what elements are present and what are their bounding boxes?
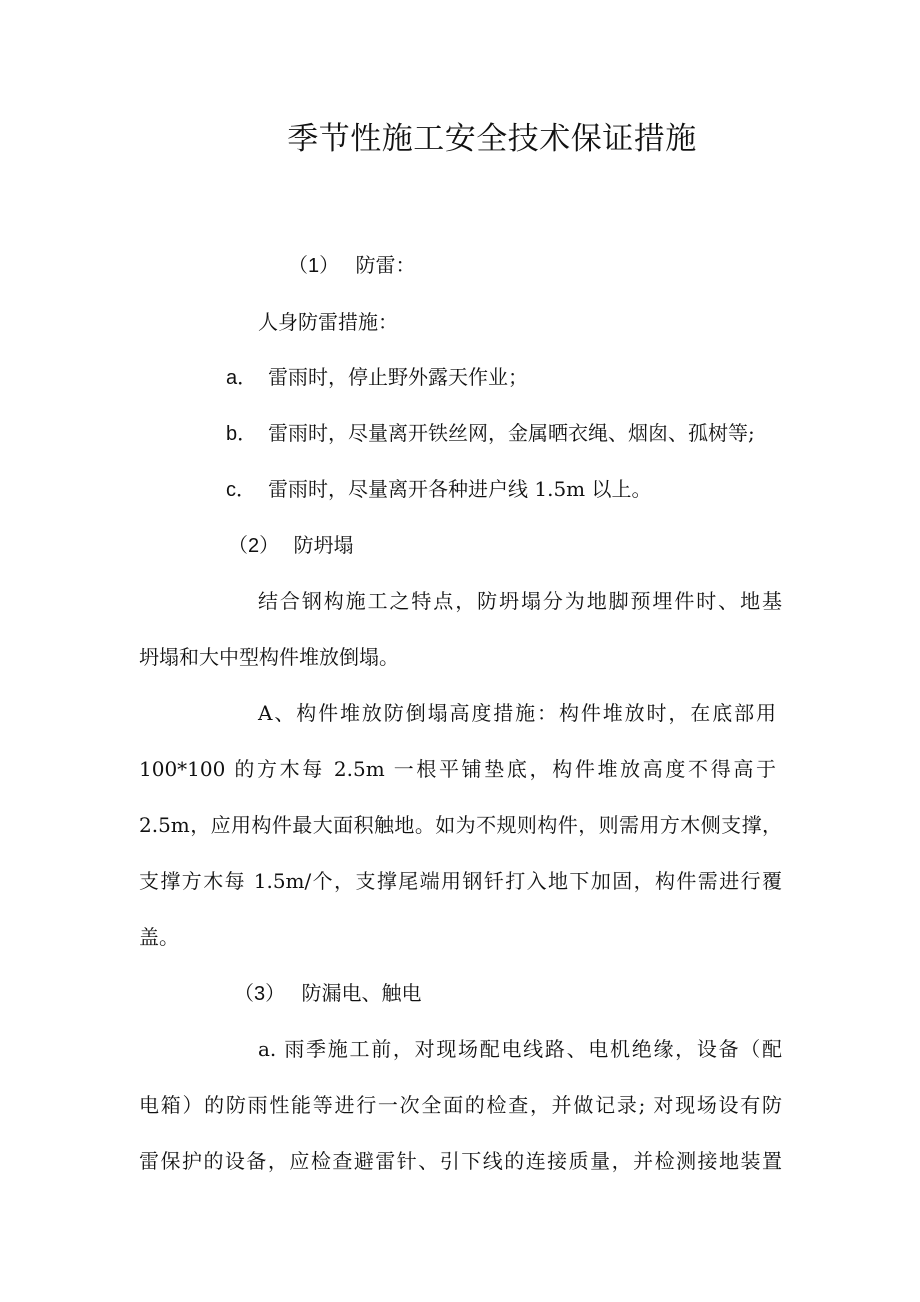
paragraph-line: 电箱）的防雨性能等进行一次全面的检查，并做记录; 对现场设有防 — [139, 1093, 782, 1117]
paragraph-line: a. 雨季施工前，对现场配电线路、电机绝缘，设备（配 — [258, 1037, 782, 1061]
document-title: 季节性施工安全技术保证措施 — [287, 121, 697, 157]
list-item-marker: a． — [226, 367, 258, 389]
list-item-text: 雷雨时，停止野外露天作业； — [268, 365, 528, 389]
section-1-heading — [288, 250, 415, 281]
list-item-marker: b． — [226, 423, 258, 445]
section-3-title: 防漏电、触电 — [301, 981, 422, 1005]
list-item — [226, 362, 528, 393]
section-1-number: （1） — [288, 255, 340, 277]
paragraph-line: 盖。 — [139, 925, 179, 949]
section-1-subheading: 人身防雷措施： — [258, 310, 398, 334]
list-item-text: 雷雨时，尽量离开铁丝网，金属晒衣绳、烟囱、孤树等; — [268, 421, 755, 445]
paragraph-line: A、构件堆放防倒塌高度措施：构件堆放时，在底部用 — [258, 701, 776, 725]
section-2-number: （2） — [228, 535, 280, 557]
list-item — [226, 418, 755, 449]
section-3-heading — [234, 978, 421, 1009]
paragraph-line: 坍塌和大中型构件堆放倒塌。 — [139, 645, 399, 669]
paragraph-line: 2.5m，应用构件最大面积触地。如为不规则构件，则需用方木侧支撑， — [139, 813, 782, 837]
paragraph-line: 100*100 的方木每 2.5m 一根平铺垫底，构件堆放高度不得高于 — [139, 757, 776, 781]
section-2-heading — [228, 530, 353, 561]
list-item — [226, 474, 652, 505]
section-2-title: 防坍塌 — [293, 533, 354, 557]
paragraph-line: 雷保护的设备，应检查避雷针、引下线的连接质量，并检测接地装置 — [139, 1149, 782, 1173]
paragraph-line: 支撑方木每 1.5m/个，支撑尾端用钢钎打入地下加固，构件需进行覆 — [139, 869, 782, 893]
list-item-text: 雷雨时，尽量离开各种进户线 1.5m 以上。 — [268, 477, 652, 501]
list-item-marker: c． — [226, 479, 256, 501]
section-1-title: 防雷： — [355, 253, 416, 277]
section-3-number: （3） — [234, 983, 286, 1005]
paragraph-line: 结合钢构施工之特点，防坍塌分为地脚预埋件时、地基 — [258, 589, 782, 613]
